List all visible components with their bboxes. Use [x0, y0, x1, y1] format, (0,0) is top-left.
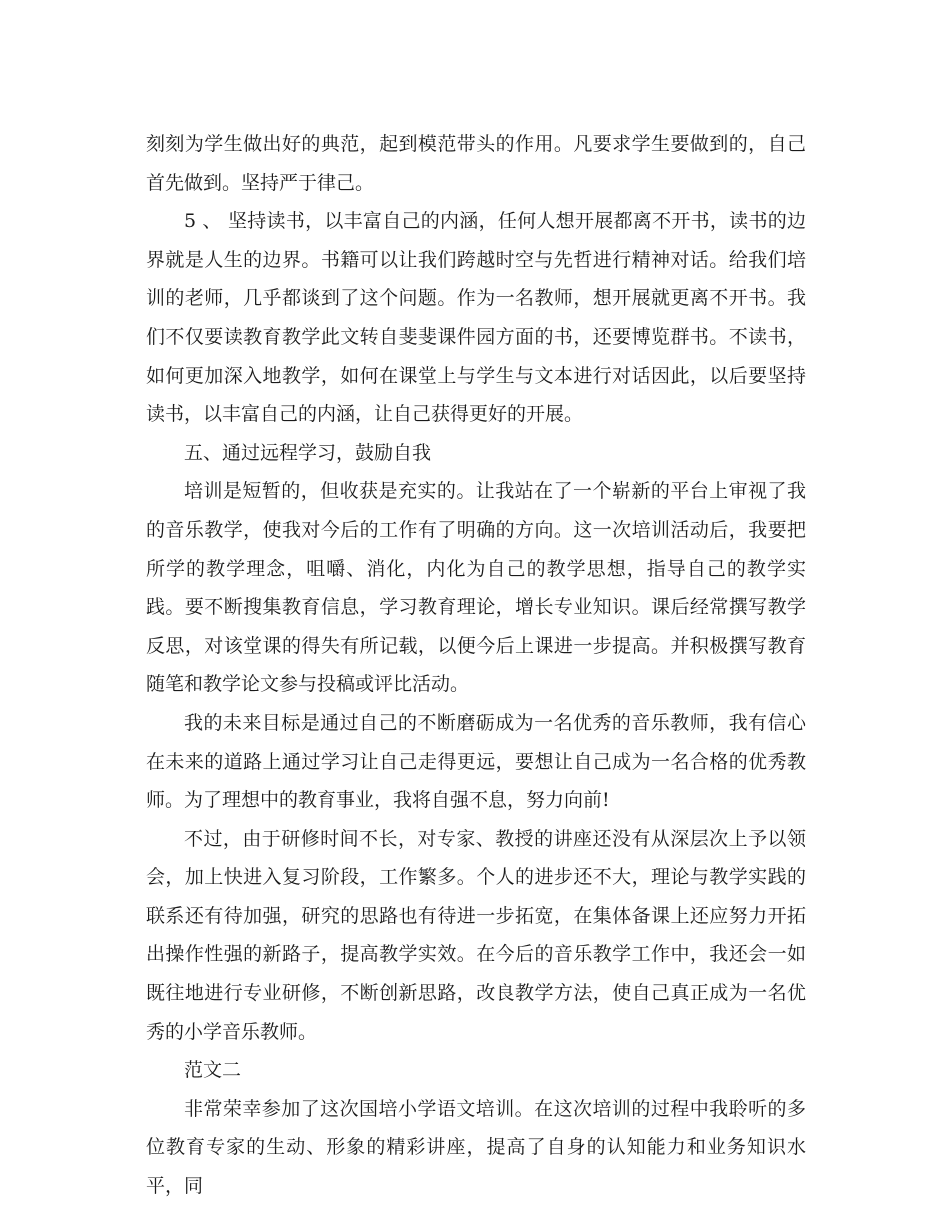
section-heading: 五、通过远程学习，鼓励自我: [184, 441, 432, 464]
paragraph-2: 5 、 坚持读书，以丰富自己的内涵，任何人想开展都离不开书，读书的边界就是人生的边界。书籍可以让我们跨越时空与先哲进行精神对话。给我们培训的老师，几乎都谈到了这个问题。作为一名教师，想开展就更离不开书。我们不仅要读教育教学此文转自斐斐课件园方面的书，还要博览群书。不读书，如何更加深入地教学，如何在课堂上与学生与文本进行对话因此，以后要坚持读书，以丰富自己的内涵，让自己获得更好的开展。: [146, 210, 806, 426]
sample-heading: 范文二: [184, 1059, 242, 1082]
paragraph-1: 刻刻为学生做出好的典范，起到模范带头的作用。凡要求学生要做到的，自己首先做到。坚持严于律己。: [146, 133, 806, 194]
document-body: [146, 125, 806, 1206]
paragraph-4: 我的未来目标是通过自己的不断磨砺成为一名优秀的音乐教师，我有信心在未来的道路上通过学习让自己走得更远，要想让自己成为一名合格的优秀教师。为了理想中的教育事业，我将自强不息，努力向前!: [146, 711, 806, 812]
paragraph-3: 培训是短暂的，但收获是充实的。让我站在了一个崭新的平台上审视了我的音乐教学，使我对今后的工作有了明确的方向。这一次培训活动后，我要把所学的教学理念，咀嚼、消化，内化为自己的教学思想，指导自己的教学实践。要不断搜集教育信息，学习教育理论，增长专业知识。课后经常撰写教学反思，对该堂课的得失有所记载，以便今后上课进一步提高。并积极撰写教育随笔和教学论文参与投稿或评比活动。: [146, 480, 806, 696]
paragraph-5: 不过，由于研修时间不长，对专家、教授的讲座还没有从深层次上予以领会，加上快进入复习阶段，工作繁多。个人的进步还不大，理论与教学实践的联系还有待加强，研究的思路也有待进一步拓宽，在集体备课上还应努力开拓出操作性强的新路子，提高教学实效。在今后的音乐教学工作中，我还会一如既往地进行专业研修，不断创新思路，改良教学方法，使自己真正成为一名优秀的小学音乐教师。: [146, 827, 806, 1043]
paragraph-6: 非常荣幸参加了这次国培小学语文培训。在这次培训的过程中我聆听的多位教育专家的生动、形象的精彩讲座，提高了自身的认知能力和业务知识水平，同: [146, 1097, 806, 1198]
